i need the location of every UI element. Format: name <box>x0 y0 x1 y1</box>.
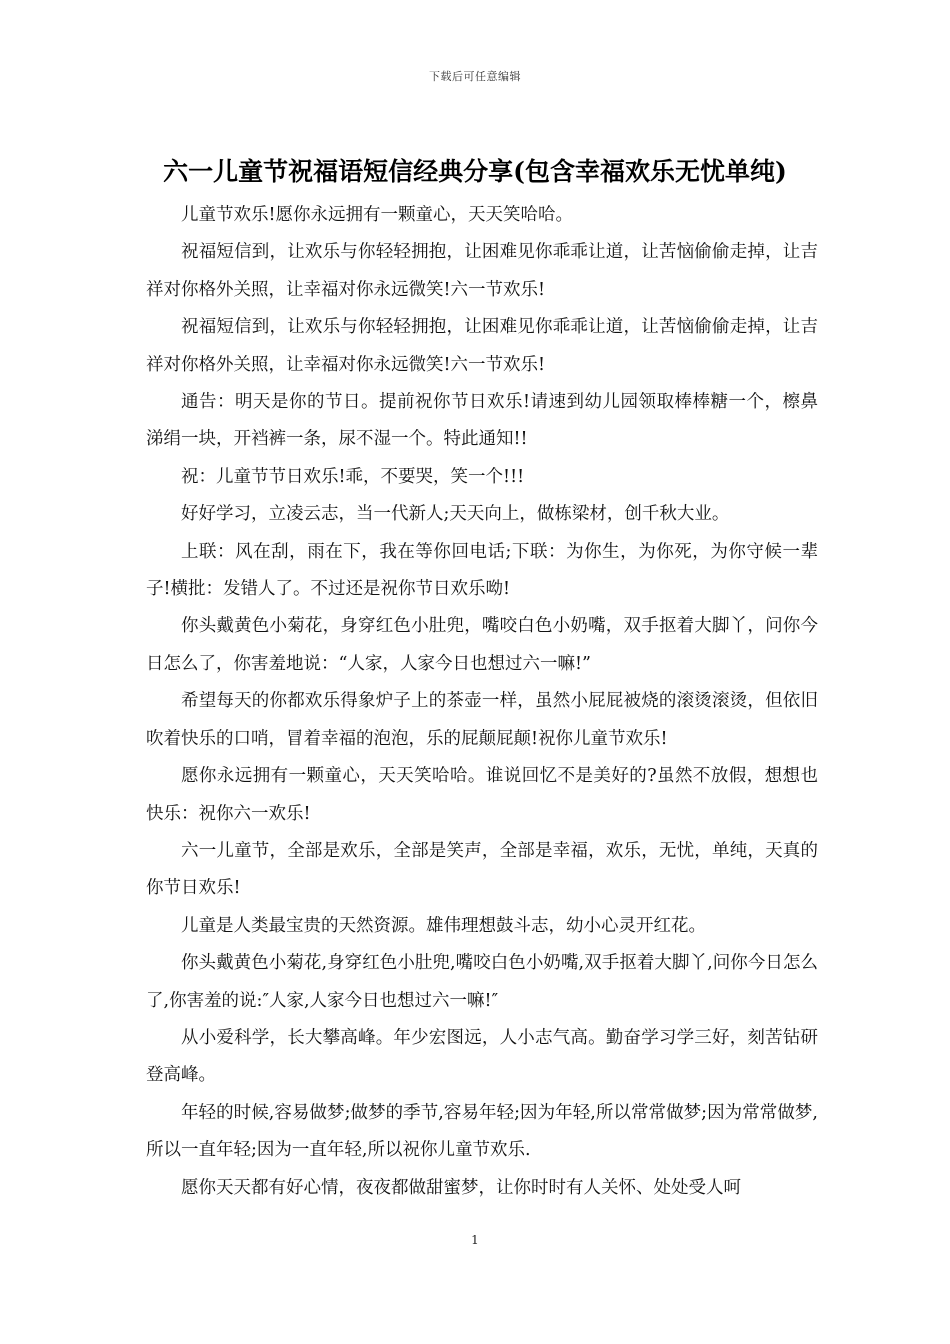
paragraph: 你头戴黄色小菊花，身穿红色小肚兜，嘴咬白色小奶嘴，双手抠着大脚丫，问你今日怎么了，你害羞地说：“人家，人家今日也想过六一嘛!” <box>146 616 818 674</box>
paragraph: 祝福短信到，让欢乐与你轻轻拥抱，让困难见你乖乖让道，让苦恼偷偷走掉，让吉祥对你格外关照，让幸福对你永远微笑!六一节欢乐! <box>146 242 818 300</box>
paragraph: 愿你永远拥有一颗童心，天天笑哈哈。谁说回忆不是美好的?虽然不放假，想想也快乐：祝你六一欢乐! <box>146 766 818 824</box>
paragraph: 上联：风在刮，雨在下，我在等你回电话;下联：为你生，为你死，为你守候一辈子!横批：发错人了。不过还是祝你节日欢乐呦! <box>146 541 818 600</box>
paragraph: 从小爱科学，长大攀高峰。年少宏图远，人小志气高。勤奋学习学三好，刻苦钻研登高峰。 <box>146 1027 818 1086</box>
document-body <box>146 197 818 1207</box>
paragraph: 愿你天天都有好心情，夜夜都做甜蜜梦，让你时时有人关怀、处处受人呵 <box>181 1177 741 1198</box>
page-number: 1 <box>471 1233 479 1247</box>
paragraph: 祝福短信到，让欢乐与你轻轻拥抱，让困难见你乖乖让道，让苦恼偷偷走掉，让吉祥对你格外关照，让幸福对你永远微笑!六一节欢乐! <box>146 317 818 375</box>
header-note: 下载后可任意编辑 <box>429 70 521 83</box>
paragraph: 通告：明天是你的节日。提前祝你节日欢乐!请速到幼儿园领取棒棒糖一个，檫鼻涕绢一块，开裆裤一条，尿不湿一个。特此通知!! <box>146 392 818 450</box>
document-title: 六一儿童节祝福语短信经典分享(包含幸福欢乐无忧单纯) <box>163 157 787 186</box>
paragraph: 儿童是人类最宝贵的天然资源。雄伟理想鼓斗志，幼小心灵开红花。 <box>181 915 706 936</box>
paragraph: 六一儿童节，全部是欢乐，全部是笑声，全部是幸福，欢乐，无忧，单纯，天真的你节日欢乐! <box>146 840 818 899</box>
paragraph: 好好学习，立凌云志，当一代新人;天天向上，做栋梁材，创千秋大业。 <box>181 504 730 525</box>
paragraph: 希望每天的你都欢乐得象炉子上的茶壶一样，虽然小屁屁被烧的滚烫滚烫，但依旧吹着快乐的口哨，冒着幸福的泡泡，乐的屁颠屁颠!祝你儿童节欢乐! <box>146 691 818 749</box>
paragraph: 儿童节欢乐!愿你永远拥有一颗童心，天天笑哈哈。 <box>181 205 574 225</box>
paragraph: 你头戴黄色小菊花,身穿红色小肚兜,嘴咬白色小奶嘴,双手抠着大脚丫,问你今日怎么了,你害羞的说:″人家,人家今日也想过六一嘛!″ <box>146 953 818 1011</box>
paragraph: 年轻的时候,容易做梦;做梦的季节,容易年轻;因为年轻,所以常常做梦;因为常常做梦,所以一直年轻;因为一直年轻,所以祝你儿童节欢乐. <box>146 1102 818 1161</box>
paragraph: 祝：儿童节节日欢乐!乖，不要哭，笑一个!!! <box>181 466 525 487</box>
